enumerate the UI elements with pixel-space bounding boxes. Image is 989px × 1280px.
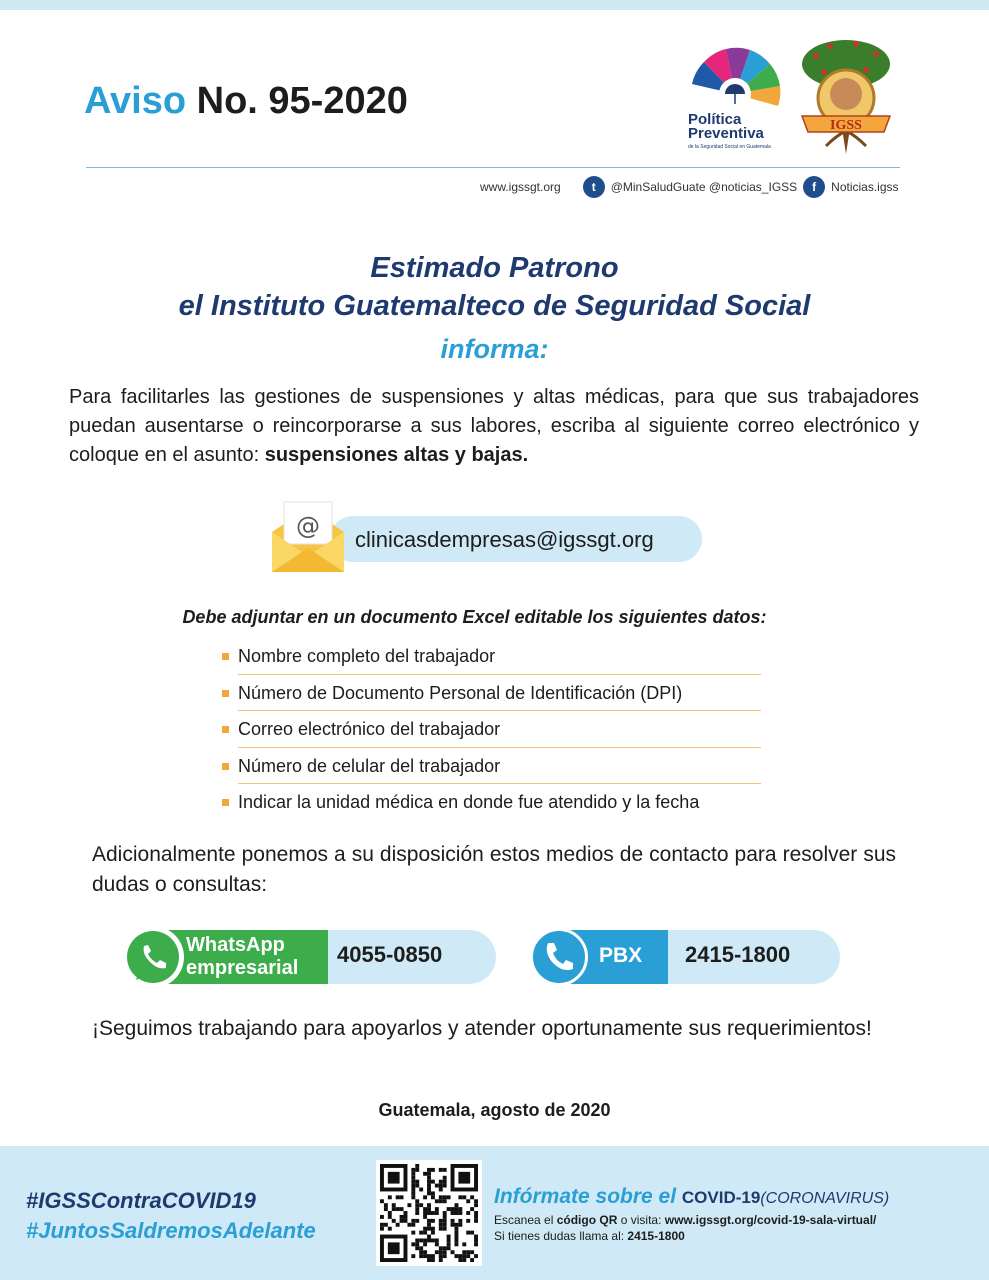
logo-pp-line3: de la Seguridad Social en Guatemala (688, 144, 771, 150)
scan-bold: código QR (556, 1213, 618, 1227)
whatsapp-label (186, 934, 298, 980)
title-line3: informa: (440, 334, 549, 364)
scan-pre: Escanea el (494, 1213, 557, 1227)
logo-igss-text: IGSS (830, 118, 862, 133)
pbx-label: PBX (599, 944, 643, 967)
header-divider (86, 167, 900, 168)
whatsapp-label-line1: WhatsApp (186, 934, 285, 956)
requirements-list (222, 638, 792, 821)
call-pre: Si tienes dudas llama al: (494, 1229, 628, 1243)
list-item (222, 784, 792, 821)
qr-code[interactable] (376, 1160, 482, 1266)
logo-pp-line2: Preventiva (688, 125, 764, 142)
logo-pp-line1: Política (688, 111, 742, 128)
intro-paragraph (69, 383, 919, 470)
info-scan-line (494, 1213, 876, 1227)
list-item-text: Indicar la unidad médica en donde fue atendido y la fecha (238, 792, 700, 812)
hashtag-covid: #IGSSContraCOVID19 (26, 1188, 256, 1213)
bullet-icon (222, 726, 229, 733)
info-coronavirus: (CORONAVIRUS) (760, 1190, 890, 1207)
list-item (222, 675, 792, 712)
list-item-text: Correo electrónico del trabajador (238, 719, 501, 739)
email-address[interactable]: clinicasdempresas@igssgt.org (355, 527, 654, 552)
list-item-text: Nombre completo del trabajador (238, 646, 496, 666)
svg-text:@: @ (296, 512, 320, 540)
scan-url[interactable]: www.igssgt.org/covid-19-sala-virtual/ (664, 1213, 877, 1227)
whatsapp-number[interactable]: 4055-0850 (337, 942, 443, 967)
twitter-icon: t (583, 176, 605, 198)
contact-paragraph: Adicionalmente ponemos a su disposición estos medios de contacto para resolver sus dudas o consultas: (92, 843, 896, 896)
list-item (222, 748, 792, 785)
igss-logo (796, 36, 896, 156)
info-call-line (494, 1229, 685, 1243)
bullet-icon (222, 763, 229, 770)
whatsapp-label-line2: empresarial (186, 957, 299, 979)
pbx-number[interactable]: 2415-1800 (685, 942, 791, 967)
bullet-icon (222, 690, 229, 697)
title-line1: Estimado Patrono (370, 252, 619, 284)
info-title (494, 1185, 889, 1209)
whatsapp-icon (120, 924, 186, 990)
politica-preventiva-logo (680, 44, 790, 152)
top-strip (0, 0, 989, 10)
place-date: Guatemala, agosto de 2020 (378, 1100, 611, 1120)
envelope-icon (266, 494, 350, 578)
requirements-heading: Debe adjuntar en un documento Excel editable los siguientes datos: (182, 607, 767, 627)
phone-icon (530, 928, 588, 986)
title-line2: el Instituto Guatemalteco de Seguridad Social (178, 290, 811, 322)
scan-mid: o visita: (617, 1213, 665, 1227)
list-item-text: Número de Documento Personal de Identificación (DPI) (238, 682, 683, 703)
facebook-handle[interactable]: Noticias.igss (831, 180, 899, 194)
closing-paragraph: ¡Seguimos trabajando para apoyarlos y atender oportunamente sus requerimientos! (92, 1017, 872, 1040)
intro-text: Para facilitarles las gestiones de suspensiones y altas médicas, para que sus trabajadores puedan ausentarse o reincorporarse a sus labores, escriba al siguiente correo electrónico y coloque en el asunto: (69, 386, 919, 466)
info-covid: COVID-19 (681, 1188, 761, 1207)
list-item (222, 638, 792, 675)
intro-bold: suspensiones altas y bajas. (264, 444, 529, 466)
aviso-number: No. 95-2020 (196, 80, 408, 122)
bullet-icon (222, 653, 229, 660)
facebook-icon: f (803, 176, 825, 198)
call-number[interactable]: 2415-1800 (627, 1229, 685, 1243)
twitter-handles[interactable]: @MinSaludGuate @noticias_IGSS (610, 180, 798, 194)
hashtag-juntos: #JuntosSaldremosAdelante (26, 1218, 316, 1243)
aviso-word: Aviso (84, 80, 187, 122)
list-item-text: Número de celular del trabajador (238, 755, 501, 776)
notice-title (84, 80, 408, 123)
website-link[interactable]: www.igssgt.org (480, 180, 561, 194)
list-item (222, 711, 792, 748)
bullet-icon (222, 799, 229, 806)
social-bar (480, 176, 899, 198)
info-title-text: Infórmate sobre el (494, 1185, 682, 1208)
